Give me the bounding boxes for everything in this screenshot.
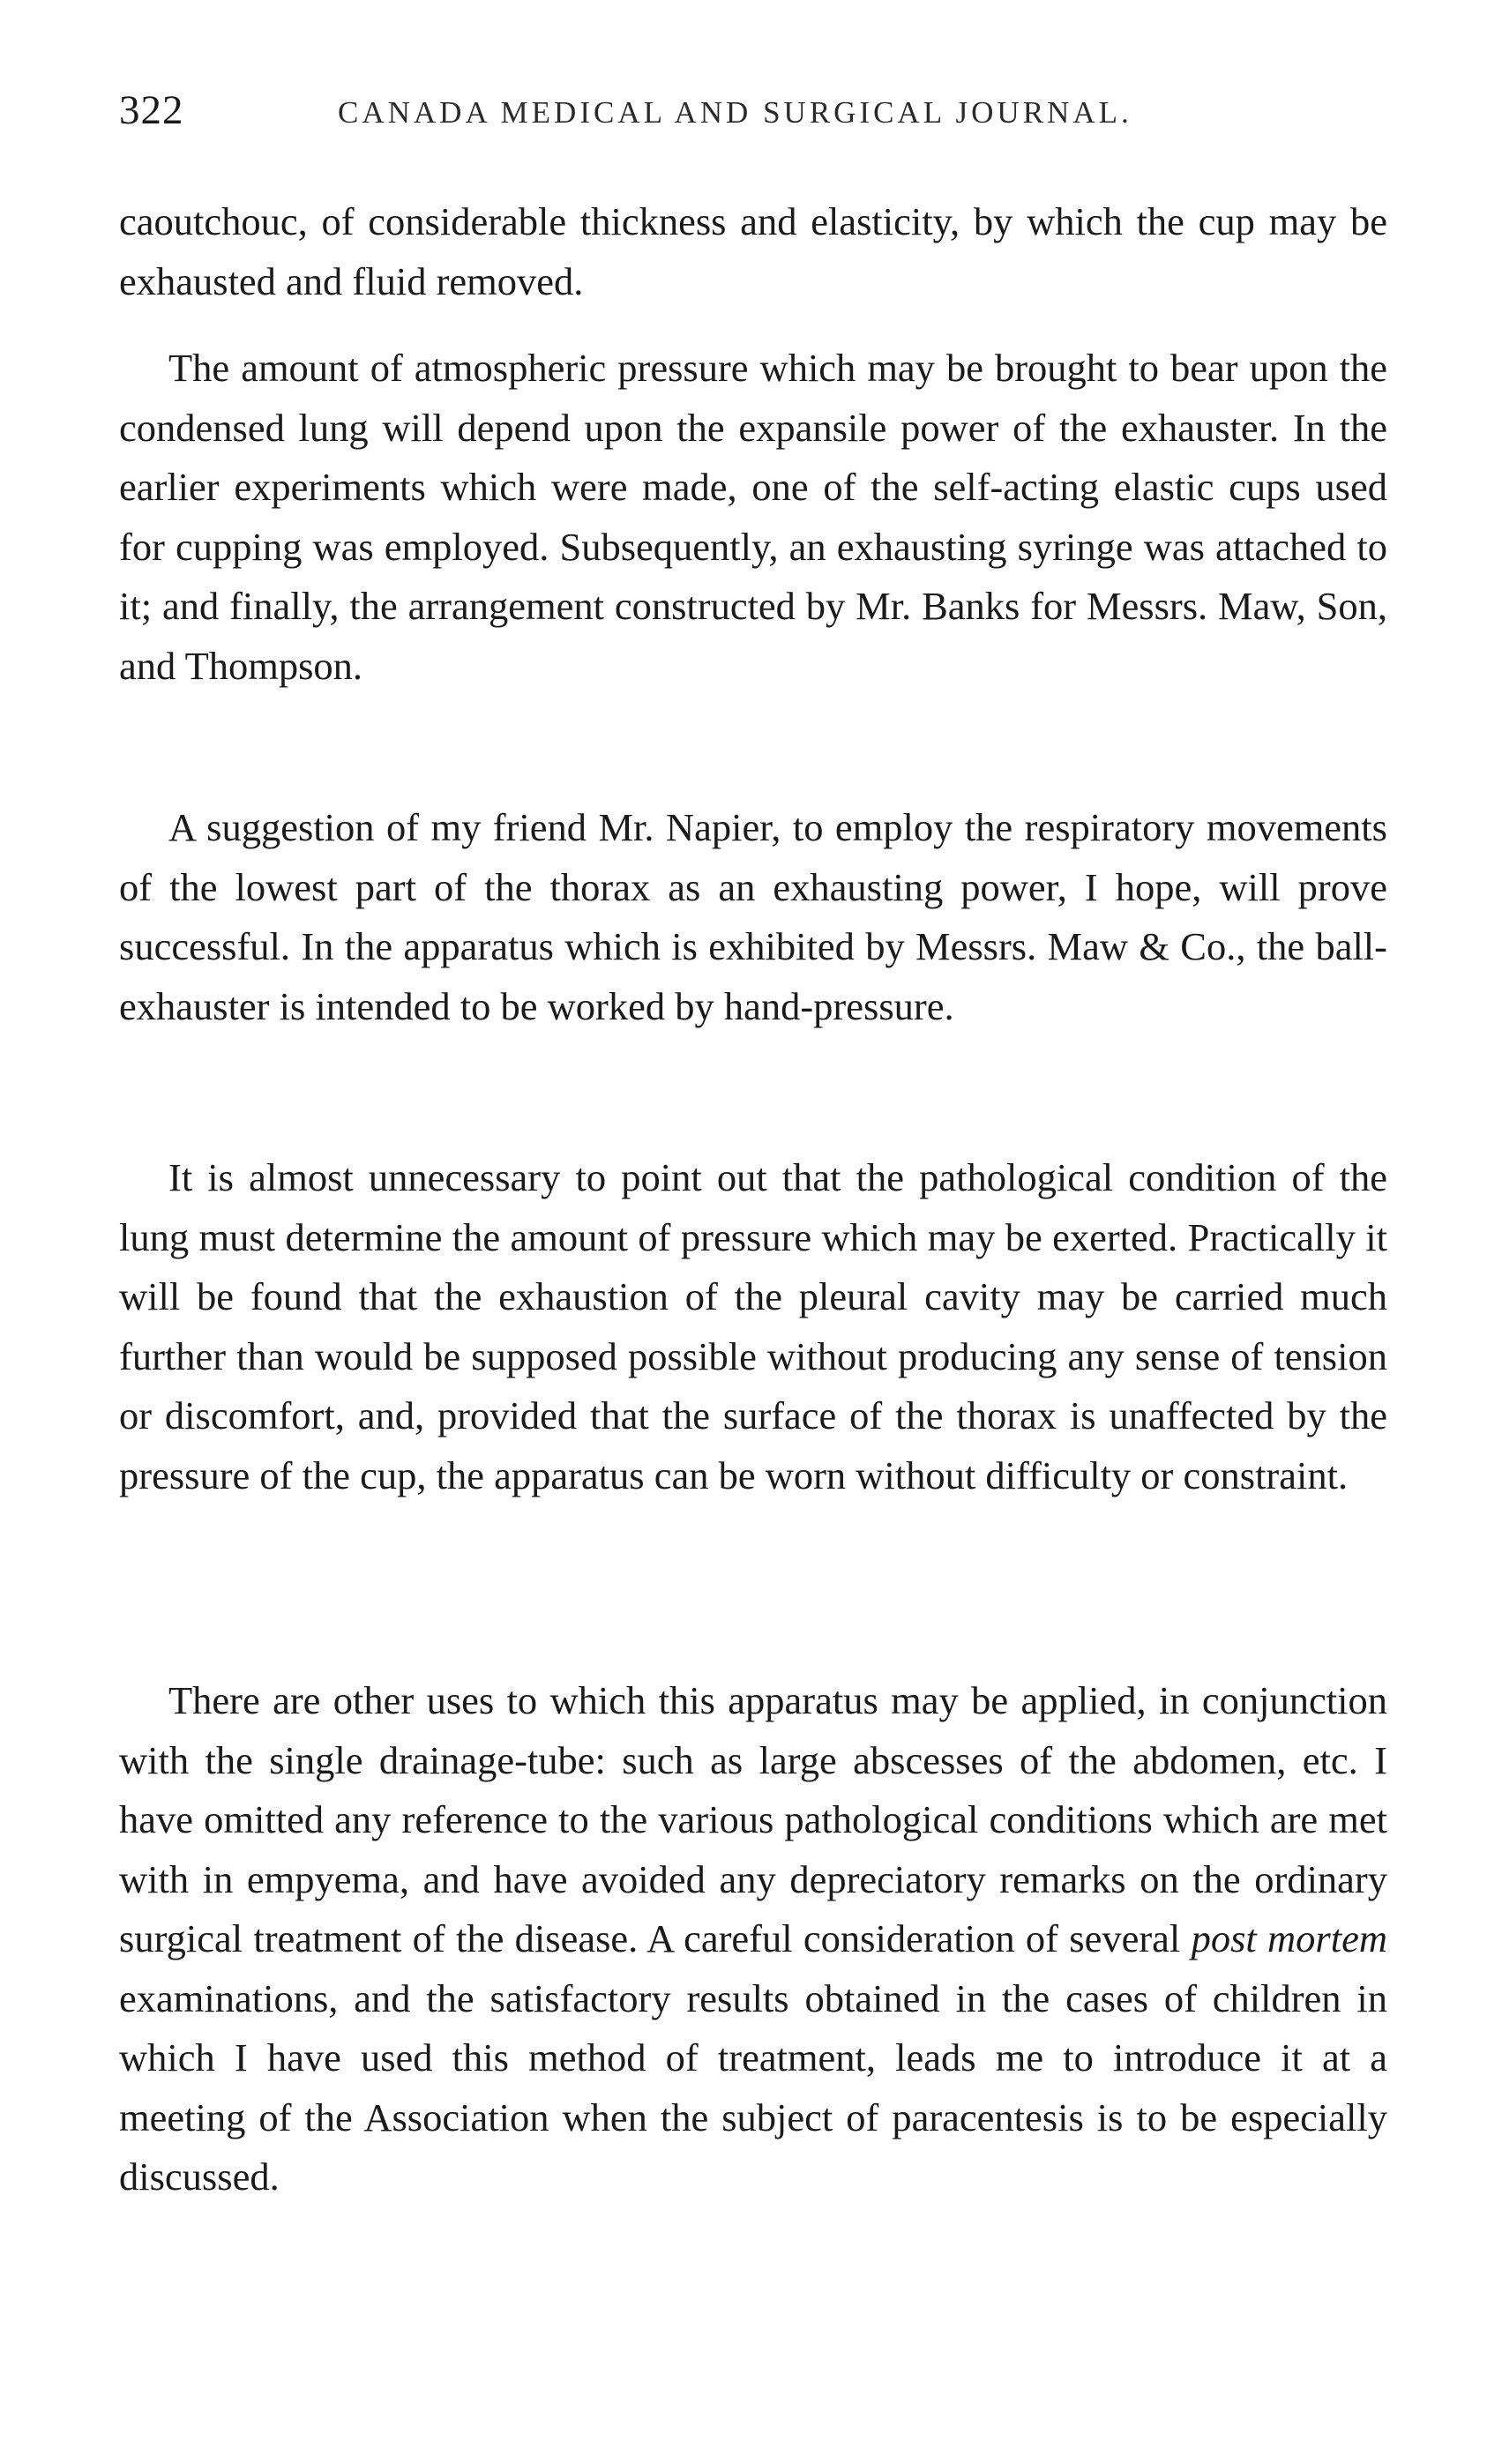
paragraph-text: caoutchouc, of considerable thickness and elasticity, by which the cup may be exhausted and fluid removed. [119, 199, 1387, 303]
page-number: 322 [119, 87, 184, 133]
paragraph-atmospheric-pressure [119, 339, 1387, 696]
paragraph-text-before-italic: There are other uses to which this apparatus may be applied, in conjunction with the single drainage-tube: such as large abscesses of the abdomen, etc. I have omitted any reference to the various pathological conditions which are met with in empyema, and have avoided any depreciatory remarks on the ordinary surgical treatment of the disease. A careful consideration of several [119, 1678, 1387, 1960]
paragraph-text: It is almost unnecessary to point out that the pathological condition of the lung must determine the amount of pressure which may be exerted. Practically it will be found that the exhaustion of the pleural cavity may be carried much further than would be supposed possible without producing any sense of tension or discomfort, and, provided that the surface of the thorax is unaffected by the pressure of the cup, the apparatus can be worn without difficulty or constraint. [119, 1155, 1387, 1497]
running-header [119, 86, 1398, 139]
journal-title: CANADA MEDICAL AND SURGICAL JOURNAL. [338, 95, 1132, 130]
paragraph-other-uses [119, 1671, 1387, 2207]
paragraph-pathological-condition [119, 1148, 1387, 1505]
paragraph-continuation [119, 192, 1387, 311]
paragraph-suggestion [119, 798, 1387, 1036]
italic-phrase: post mortem [1191, 1916, 1388, 1960]
paragraph-text-after-italic: examinations, and the satisfactory results obtained in the cases of children in which I have used this method of treatment, leads me to introduce it at a meeting of the Association when the subject of paracentesis is to be especially discussed. [119, 1975, 1387, 2199]
paragraph-text: The amount of atmospheric pressure which may be brought to bear upon the condensed lung will depend upon the expansile power of the exhauster. In the earlier experiments which were made, one of the self-acting elastic cups used for cupping was employed. Subsequently, an exhausting syringe was attached to it; and finally, the arrangement constructed by Mr. Banks for Messrs. Maw, Son, and Thompson. [119, 346, 1387, 688]
paragraph-text: A suggestion of my friend Mr. Napier, to employ the respiratory movements of the lowest part of the thorax as an exhausting power, I hope, will prove successful. In the apparatus which is exhibited by Messrs. Maw & Co., the ball-exhauster is intended to be worked by hand-pressure. [119, 805, 1387, 1028]
